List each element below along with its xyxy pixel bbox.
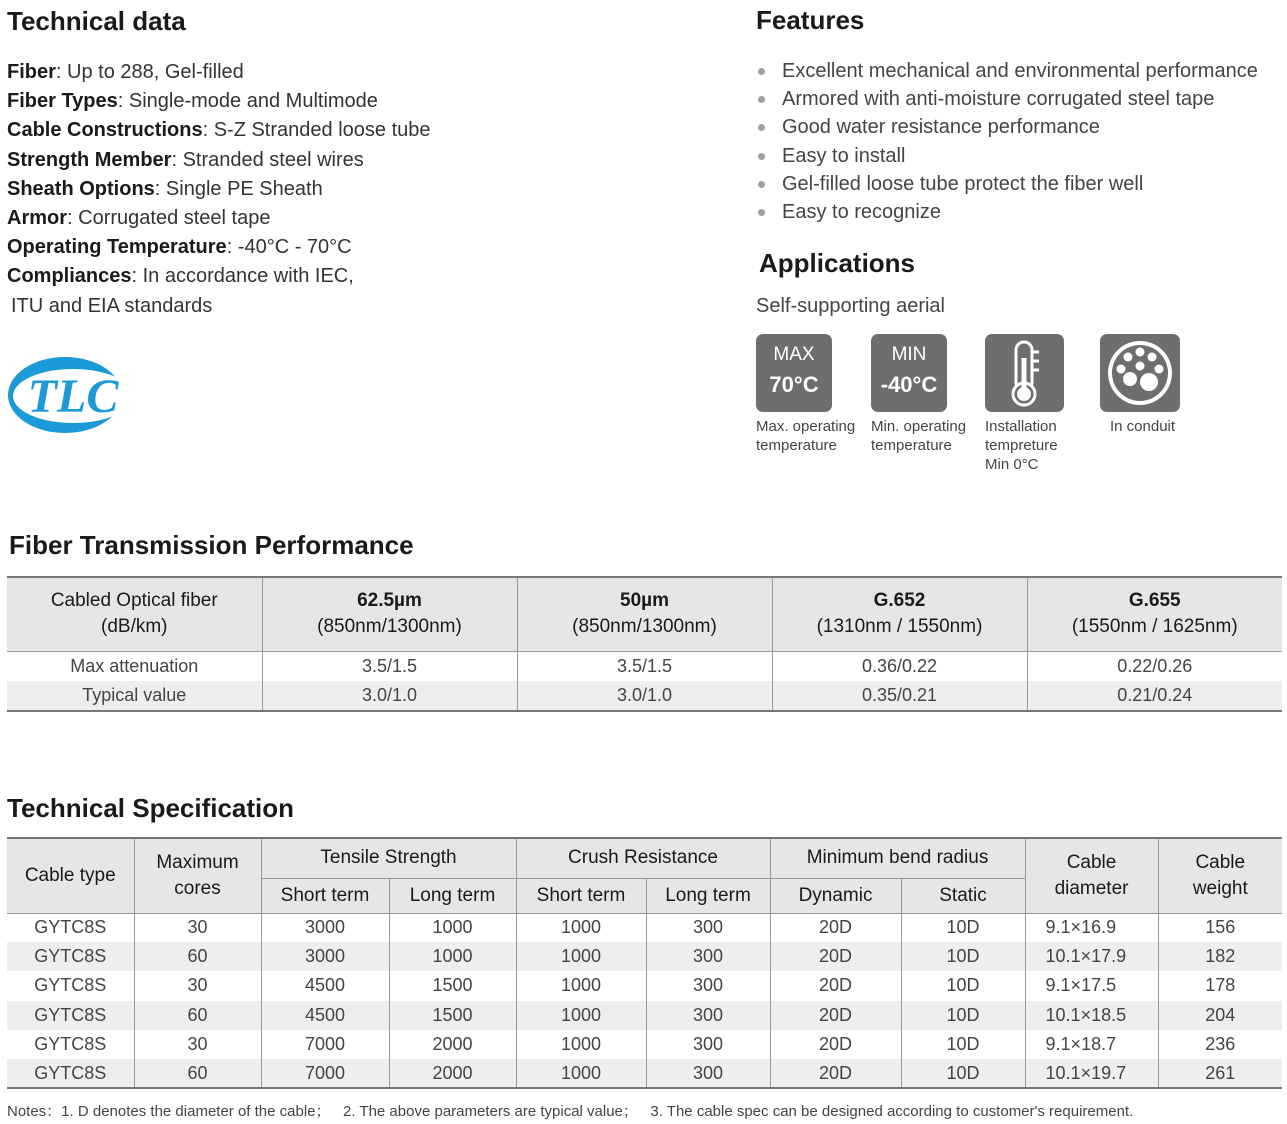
applications-text: Self-supporting aerial	[756, 295, 945, 317]
table-cell: 182	[1158, 942, 1282, 971]
caption-line: temperature	[871, 437, 952, 454]
applications-title: Applications	[759, 248, 916, 278]
min-temp-tile	[871, 334, 947, 412]
table-cell: 9.1×18.7	[1025, 1030, 1158, 1059]
table-cell: 1000	[389, 942, 516, 971]
feature-item: Good water resistance performance	[756, 113, 1258, 141]
header-min-bend-radius: Minimum bend radius	[770, 838, 1025, 878]
tech-label: Sheath Options	[7, 177, 155, 200]
table-row	[7, 942, 1282, 971]
max-temp-caption	[756, 417, 855, 455]
table-cell: 1000	[516, 1030, 646, 1059]
caption-line: Max. operating	[756, 418, 856, 435]
table-cell: 4500	[261, 1001, 389, 1030]
table-cell: 236	[1205, 1033, 1236, 1054]
ftp-header: Cabled Optical fiber (dB/km)	[7, 577, 262, 651]
header-bend-static: Static	[901, 878, 1025, 913]
tile-min-label: MIN	[891, 344, 927, 365]
table-cell: GYTC8S	[7, 971, 134, 1000]
technical-spec-title: Technical Specification	[7, 793, 295, 823]
table-cell: 10D	[901, 971, 1025, 1000]
caption-line: tempreture	[985, 437, 1058, 454]
table-cell: 0.36/0.22	[772, 651, 1027, 681]
technical-spec-body	[7, 913, 1282, 1088]
table-cell: 60	[134, 942, 261, 971]
in-conduit-caption	[1110, 417, 1175, 436]
logo-text: TLC	[27, 370, 119, 423]
table-cell: 20D	[770, 1001, 901, 1030]
table-row	[7, 651, 1282, 681]
table-cell: Max attenuation	[7, 651, 262, 681]
table-cell: 300	[646, 1059, 770, 1088]
ftp-header: G.652 (1310nm / 1550nm)	[772, 577, 1027, 651]
header-crush-resistance: Crush Resistance	[516, 838, 770, 878]
table-cell: 3.0/1.0	[517, 681, 772, 711]
feature-item: Excellent mechanical and environmental performance	[756, 57, 1258, 85]
table-cell: 1000	[516, 1059, 646, 1088]
tech-item-cable-constructions	[7, 116, 567, 145]
min-temp-caption	[871, 417, 966, 455]
table-row	[7, 913, 1282, 942]
installation-temp-caption	[985, 417, 1058, 474]
tech-item-sheath-options	[7, 175, 567, 204]
table-cell: 10.1×18.5	[1025, 1001, 1158, 1030]
tech-item-fiber	[7, 58, 567, 87]
table-cell: 10D	[901, 1030, 1025, 1059]
header-tensile-strength: Tensile Strength	[261, 838, 516, 878]
table-cell: 1500	[389, 971, 516, 1000]
tech-value: : -40°C - 70°C	[226, 236, 352, 259]
table-cell: 0.22/0.26	[1117, 655, 1193, 676]
header-crush-short: Short term	[516, 878, 646, 913]
feature-item: Easy to install	[756, 142, 1258, 170]
tech-item-operating-temperature	[7, 233, 567, 262]
tech-label: Fiber Types	[7, 90, 118, 113]
table-cell: 2000	[389, 1030, 516, 1059]
caption-line: In conduit	[1110, 418, 1176, 435]
tech-item-fiber-types	[7, 87, 567, 116]
table-cell: 10D	[901, 942, 1025, 971]
table-cell: 7000	[261, 1030, 389, 1059]
tech-item-strength-member	[7, 146, 567, 175]
table-cell: Typical value	[7, 681, 262, 711]
fiber-transmission-title: Fiber Transmission Performance	[9, 530, 414, 560]
table-cell: 178	[1205, 975, 1236, 996]
table-cell: GYTC8S	[7, 942, 134, 971]
tech-value: : In accordance with IEC,	[131, 265, 354, 288]
table-cell: 1000	[516, 1001, 646, 1030]
table-cell: 261	[1158, 1059, 1282, 1088]
table-cell: 9.1×16.9	[1025, 913, 1158, 942]
table-cell: 30	[134, 1030, 261, 1059]
feature-item: Gel-filled loose tube protect the fiber well	[756, 170, 1258, 198]
table-cell: 3.5/1.5	[517, 651, 772, 681]
features-list	[756, 57, 1258, 226]
tile-max-value: 70°C	[769, 372, 819, 397]
tech-value: : Stranded steel wires	[171, 148, 364, 171]
caption-line: temperature	[756, 437, 837, 454]
table-cell: 2000	[389, 1059, 516, 1088]
table-cell: 10D	[901, 913, 1025, 942]
fiber-transmission-table	[7, 576, 1282, 712]
tech-label: Armor	[7, 207, 68, 230]
table-cell: GYTC8S	[7, 1059, 134, 1088]
tech-label: Compliances	[7, 265, 132, 288]
header-cable-diameter: Cable diameter	[1025, 838, 1158, 913]
notes: Notes：1. D denotes the diameter of the cable； 2. The above parameters are typical value； 3. The cable spec can be designed according to customer's requirement.	[7, 1103, 1134, 1120]
table-cell: 3.5/1.5	[262, 651, 517, 681]
feature-item: Easy to recognize	[756, 198, 1258, 226]
tech-label: Strength Member	[7, 148, 172, 171]
table-cell: 20D	[770, 913, 901, 942]
table-cell: 7000	[261, 1059, 389, 1088]
table-row	[7, 1030, 1282, 1059]
tech-value: : Single PE Sheath	[154, 177, 323, 200]
table-header-row	[7, 577, 1282, 651]
tech-value: : Up to 288, Gel-filled	[55, 61, 244, 83]
table-cell: 156	[1205, 917, 1236, 938]
table-cell: 20D	[770, 942, 901, 971]
table-cell: 300	[646, 913, 770, 942]
table-cell: 10.1×17.9	[1025, 942, 1158, 971]
in-conduit-tile	[1100, 334, 1180, 412]
features-title: Features	[756, 5, 865, 35]
caption-line: Installation	[985, 418, 1057, 435]
header-max-cores: Maximum cores	[134, 838, 261, 913]
header-cable-weight: Cable weight	[1158, 838, 1282, 913]
table-cell: 1000	[516, 942, 646, 971]
ftp-header: 50µm (850nm/1300nm)	[517, 577, 772, 651]
table-cell: 3000	[261, 942, 389, 971]
table-cell: GYTC8S	[7, 913, 134, 942]
tech-value: : Corrugated steel tape	[67, 207, 271, 230]
caption-line: Min 0°C	[985, 456, 1039, 473]
table-cell: 60	[134, 1059, 261, 1088]
ftp-header: 62.5µm (850nm/1300nm)	[262, 577, 517, 651]
header-cable-type: Cable type	[7, 838, 134, 913]
installation-temp-tile	[985, 334, 1064, 412]
table-cell: 9.1×17.5	[1025, 971, 1158, 1000]
tech-item-compliances-continued: ITU and EIA standards	[11, 294, 213, 317]
table-cell: 20D	[770, 1030, 901, 1059]
table-cell: 30	[134, 971, 261, 1000]
table-cell: 20D	[770, 971, 901, 1000]
feature-item: Armored with anti-moisture corrugated steel tape	[756, 85, 1258, 113]
table-cell: GYTC8S	[7, 1001, 134, 1030]
header-crush-long: Long term	[646, 878, 770, 913]
tlc-logo	[7, 356, 129, 434]
table-header-row	[7, 838, 1282, 878]
table-cell: 1000	[516, 971, 646, 1000]
table-cell: 30	[134, 913, 261, 942]
table-cell: 3000	[261, 913, 389, 942]
table-cell: 10D	[901, 1059, 1025, 1088]
tech-value: : Single-mode and Multimode	[117, 90, 378, 113]
tech-label: Cable Constructions	[7, 119, 203, 142]
technical-data-list	[7, 58, 567, 321]
technical-spec-table	[7, 837, 1282, 1089]
header-tensile-long: Long term	[389, 878, 516, 913]
max-temp-tile	[756, 334, 832, 412]
tech-label: Operating Temperature	[7, 236, 227, 259]
header-tensile-short: Short term	[261, 878, 389, 913]
table-cell: 60	[134, 1001, 261, 1030]
table-row	[7, 1059, 1282, 1088]
conduit-icon	[1100, 334, 1180, 412]
tech-item-armor	[7, 204, 567, 233]
table-cell: 204	[1158, 1001, 1282, 1030]
header-bend-dynamic: Dynamic	[770, 878, 901, 913]
tech-item-compliances	[7, 262, 567, 291]
table-cell: GYTC8S	[7, 1030, 134, 1059]
tile-min-value: -40°C	[880, 372, 938, 397]
tile-max-label: MAX	[773, 344, 815, 365]
table-cell: 300	[646, 1001, 770, 1030]
table-row	[7, 681, 1282, 711]
table-cell: 4500	[261, 971, 389, 1000]
table-cell: 1000	[516, 913, 646, 942]
thermometer-icon	[985, 334, 1064, 412]
table-row	[7, 1001, 1282, 1030]
table-cell: 0.21/0.24	[1027, 681, 1282, 711]
tech-label: Fiber	[7, 61, 56, 83]
table-cell: 1500	[389, 1001, 516, 1030]
tech-value: : S-Z Stranded loose tube	[202, 119, 431, 142]
table-cell: 0.35/0.21	[772, 681, 1027, 711]
caption-line: Min. operating	[871, 418, 967, 435]
table-row	[7, 971, 1282, 1000]
technical-data-title: Technical data	[7, 6, 186, 36]
table-cell: 300	[646, 942, 770, 971]
table-cell: 10D	[901, 1001, 1025, 1030]
table-cell: 20D	[770, 1059, 901, 1088]
table-cell: 300	[646, 971, 770, 1000]
ftp-header: G.655 (1550nm / 1625nm)	[1027, 577, 1282, 651]
table-cell: 10.1×19.7	[1025, 1059, 1158, 1088]
table-cell: 1000	[389, 913, 516, 942]
table-cell: 3.0/1.0	[262, 681, 517, 711]
table-cell: 300	[646, 1030, 770, 1059]
